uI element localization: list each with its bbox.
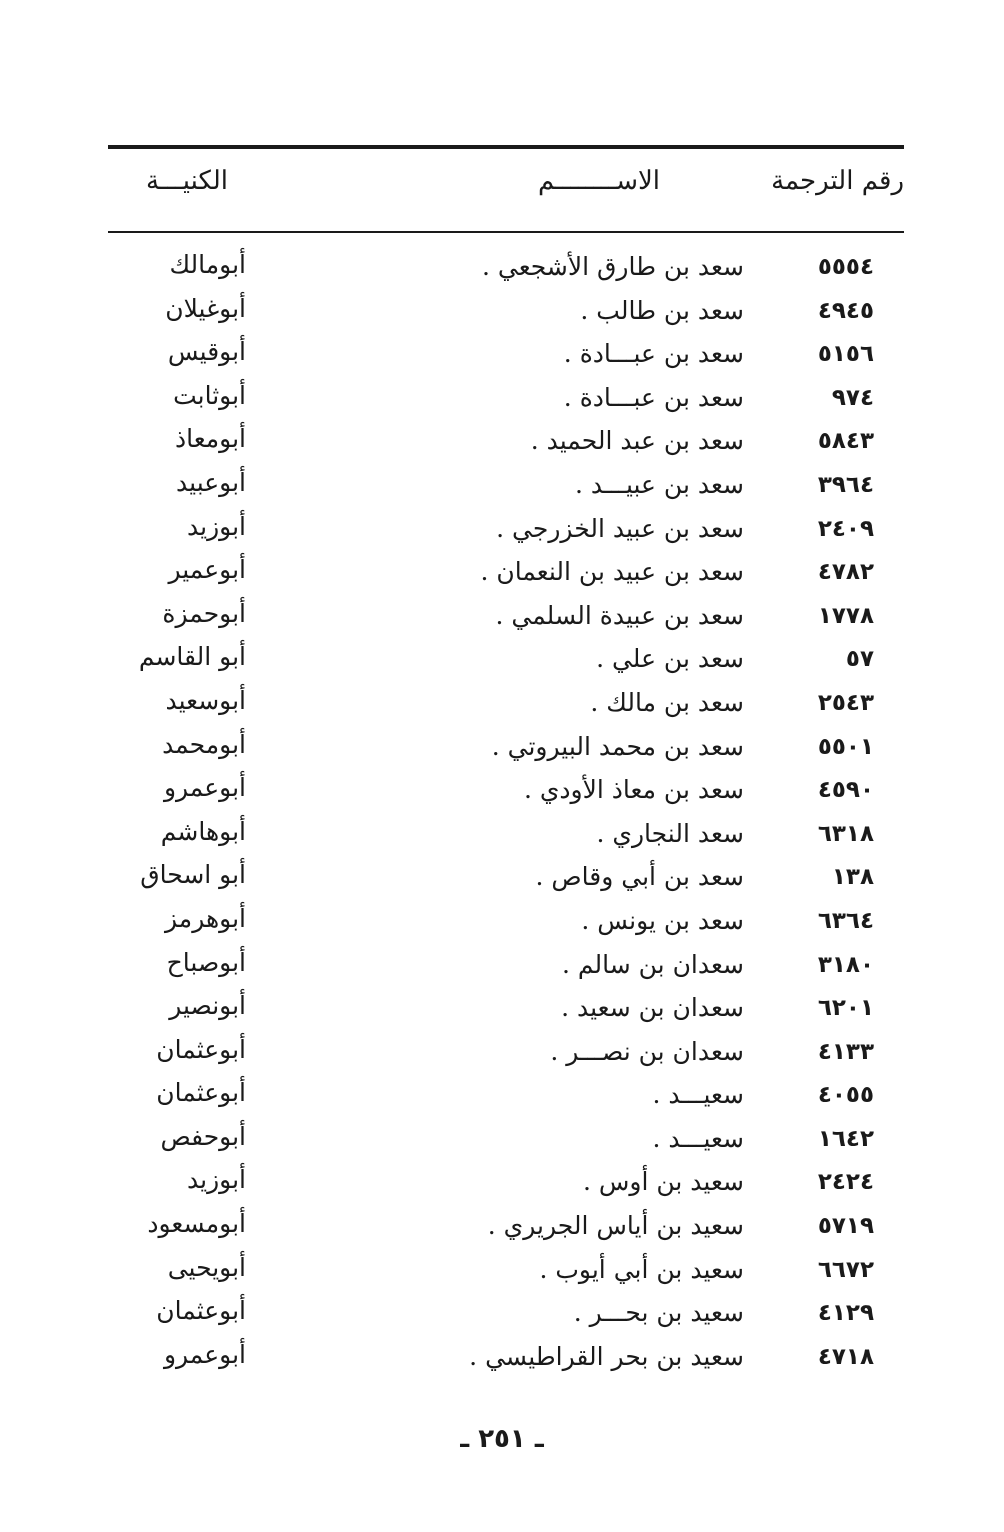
table-row: [108, 597, 904, 641]
table-row: [108, 466, 904, 510]
entry-kunya: أبوزيد: [187, 1165, 246, 1195]
table-row: [108, 422, 904, 466]
entries-table: [108, 248, 904, 1381]
entry-kunya: أبويحيى: [167, 1252, 246, 1282]
entry-name: سعيد بن بحر القراطيسي .: [469, 1341, 744, 1371]
entry-kunya: أبوهرمز: [165, 903, 246, 933]
entry-number: ٥١٥٦: [817, 341, 874, 368]
table-row: [108, 684, 904, 728]
entry-name: سعد بن عبيـــد .: [574, 469, 744, 499]
table-row: [108, 728, 904, 772]
entry-name: سعدان بن نصـــر .: [550, 1036, 744, 1066]
entry-number: ٢٤٠٩: [817, 515, 874, 542]
entry-kunya: أبونصير: [169, 991, 246, 1021]
entry-name: سعد بن يونس .: [581, 905, 744, 935]
entry-name: سعد بن أبي وقاص .: [535, 862, 744, 892]
entry-number: ٦٣١٨: [817, 820, 874, 847]
entry-number: ٥٥٠١: [817, 733, 874, 760]
entry-number: ٣٩٦٤: [817, 471, 874, 498]
table-row: [108, 1251, 904, 1295]
entry-name: سعيد بن أياس الجريري .: [487, 1211, 744, 1241]
header-number: رقم الترجمة: [771, 166, 904, 196]
entry-number: ٤٠٥٥: [817, 1082, 874, 1109]
entry-kunya: أبوغيلان: [165, 293, 246, 323]
table-row: [108, 292, 904, 336]
entry-number: ٦٦٧٢: [817, 1256, 874, 1283]
entry-name: سعد بن محمد البيروتي .: [491, 731, 744, 761]
entry-name: سعد بن عبيد بن النعمان .: [480, 557, 744, 587]
entry-name: سعد بن عبيدة السلمي .: [495, 600, 744, 630]
entry-name: سعد بن طارق الأشجعي .: [481, 252, 744, 281]
entry-kunya: أبو القاسم: [138, 642, 246, 672]
entry-number: ٥٧: [845, 646, 874, 673]
table-row: [108, 1294, 904, 1338]
entry-kunya: أبومسعود: [147, 1209, 246, 1239]
entry-number: ٤١٣٣: [817, 1038, 874, 1065]
entry-kunya: أبومحمد: [162, 729, 246, 759]
table-row: [108, 858, 904, 902]
top-rule: [108, 145, 904, 149]
table-header: [108, 160, 904, 210]
entry-name: سعد بن طالب .: [580, 295, 744, 325]
entry-name: سعد بن علي .: [596, 644, 744, 674]
table-row: [108, 1076, 904, 1120]
entry-kunya: أبومالك: [169, 250, 246, 279]
entry-kunya: أبو اسحاق: [140, 860, 246, 890]
header-name: الاســــــــم: [537, 166, 661, 196]
entry-name: سعد بن معاذ الأودي .: [523, 775, 744, 805]
entry-kunya: أبوحفص: [160, 1121, 246, 1151]
entry-kunya: أبوعثمان: [156, 1078, 246, 1108]
entry-kunya: أبومعاذ: [174, 424, 246, 454]
entry-number: ٤٥٩٠: [817, 777, 874, 804]
entry-kunya: أبوحمزة: [162, 598, 246, 628]
entry-name: سعد بن مالك .: [590, 687, 744, 717]
entry-name: سعد بن عبـــادة .: [563, 382, 744, 412]
entry-kunya: أبوعمرو: [163, 1339, 246, 1369]
entry-kunya: أبوعمير: [168, 555, 246, 585]
entry-number: ١٦٤٢: [817, 1125, 874, 1152]
entry-number: ٦٣٦٤: [817, 907, 874, 934]
table-row: [108, 989, 904, 1033]
entry-name: سعد بن عبـــادة .: [563, 339, 744, 369]
table-row: [108, 379, 904, 423]
entry-number: ٦٢٠١: [817, 995, 874, 1022]
entry-name: سعد بن عبيد الخزرجي .: [496, 513, 744, 543]
entry-kunya: أبوهاشم: [160, 816, 246, 846]
entry-kunya: أبوصباح: [166, 947, 246, 977]
header-rule: [108, 231, 904, 233]
table-row: [108, 902, 904, 946]
entry-number: ٥٨٤٣: [817, 428, 874, 455]
entry-kunya: أبوعمرو: [163, 773, 246, 803]
entry-number: ٢٥٤٣: [817, 689, 874, 716]
entry-number: ٩٧٤: [831, 384, 874, 411]
table-row: [108, 553, 904, 597]
entry-name: سعدان بن سعيد .: [561, 993, 744, 1023]
entry-number: ١٧٧٨: [817, 602, 874, 629]
entry-number: ٥٧١٩: [817, 1213, 874, 1240]
entry-name: سعيد بن بحـــر .: [573, 1298, 744, 1328]
table-row: [108, 1338, 904, 1382]
entry-kunya: أبوقيس: [167, 337, 246, 367]
table-row: [108, 1120, 904, 1164]
table-row: [108, 1163, 904, 1207]
table-row: [108, 1207, 904, 1251]
entry-number: ٤٧٨٢: [817, 559, 874, 586]
entry-kunya: أبوعبيد: [176, 467, 246, 497]
entry-name: سعيـــد .: [652, 1080, 744, 1110]
table-row: [108, 248, 904, 292]
entry-number: ٥٥٥٤: [817, 254, 874, 280]
table-row: [108, 771, 904, 815]
entry-kunya: أبوعثمان: [156, 1296, 246, 1326]
entry-number: ٢٤٢٤: [817, 1169, 874, 1196]
table-row: [108, 946, 904, 990]
entry-name: سعد النجاري .: [596, 818, 744, 848]
table-row: [108, 335, 904, 379]
table-row: [108, 1033, 904, 1077]
entry-name: سعد بن عبد الحميد .: [530, 426, 744, 456]
entry-number: ٤٩٤٥: [817, 297, 874, 324]
entry-name: سعدان بن سالم .: [561, 949, 744, 979]
entry-name: سعيـــد .: [652, 1123, 744, 1153]
header-kunya: الكنيـــة: [146, 166, 228, 196]
table-row: [108, 640, 904, 684]
entry-number: ٤٧١٨: [817, 1343, 874, 1370]
entry-name: سعيد بن أبي أيوب .: [539, 1254, 744, 1284]
entry-number: ١٣٨: [831, 864, 874, 891]
table-row: [108, 510, 904, 554]
entry-kunya: أبوزيد: [187, 511, 246, 541]
entry-kunya: أبوسعيد: [165, 685, 246, 715]
entry-number: ٤١٢٩: [817, 1300, 874, 1327]
entry-kunya: أبوعثمان: [156, 1034, 246, 1064]
table-row: [108, 815, 904, 859]
entry-kunya: أبوثابت: [173, 380, 246, 410]
page-number: ـ ٢٥١ ـ: [460, 1424, 544, 1454]
entry-name: سعيد بن أوس .: [583, 1167, 744, 1197]
entry-number: ٣١٨٠: [817, 951, 874, 978]
